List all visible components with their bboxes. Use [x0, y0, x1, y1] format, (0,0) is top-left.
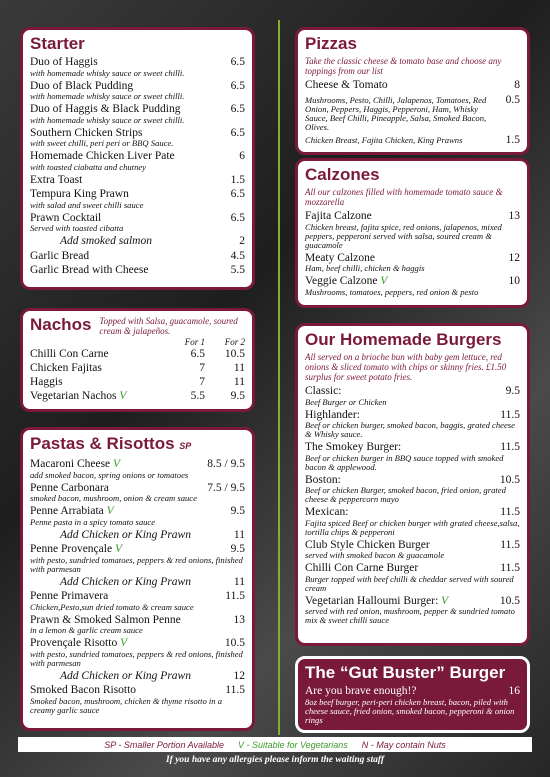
menu-item — [305, 134, 520, 147]
menu-item-desc: with pesto, sundried tomatoes, peppers & red onions, finished with parmesan — [30, 648, 243, 668]
calzones-panel — [295, 158, 530, 308]
menu-item-desc: with pesto, sundried tomatoes, peppers & red onions, finished with parmesan — [30, 554, 243, 574]
legend-veg: V - Suitable for Vegetarians — [237, 739, 348, 750]
menu-item-desc: smoked bacon, mushroom, onion & cream sauce — [30, 493, 197, 503]
menu-item-name-text: Vegetarian Halloumi Burger: — [305, 594, 439, 607]
burgers-title: Our Homemade Burgers — [305, 330, 502, 349]
menu-item — [305, 94, 520, 132]
veg-marker: V — [106, 505, 114, 517]
menu-item — [305, 252, 520, 274]
column-divider — [278, 20, 280, 735]
menu-item-price: 2 — [239, 235, 245, 247]
menu-item-name-text: Duo of Black Pudding — [30, 79, 134, 92]
menu-item-price: 11.5 — [500, 562, 520, 574]
menu-item-name — [30, 576, 191, 589]
menu-item-price: 7.5 / 9.5 — [207, 481, 245, 494]
menu-item-row — [30, 150, 245, 163]
menu-item — [30, 543, 245, 574]
menu-item-price: 6.5 — [230, 211, 245, 224]
menu-item-price: 13 — [233, 613, 245, 626]
gutbuster-title: The “Gut Buster” Burger — [305, 663, 506, 682]
nachos-title: Nachos — [30, 315, 92, 334]
nachos-price-for1: 7 — [199, 376, 205, 388]
nachos-col-for1: For 1 — [184, 337, 205, 347]
menu-item — [305, 539, 520, 561]
menu-item-row — [30, 590, 245, 603]
menu-item-row — [30, 56, 245, 69]
menu-item-desc: Mushrooms, Pesto, Chilli, Jalapenos, Tomatoes, Red Onion, Peppers, Haggis, Pepperoni, Ham, Whisky Sauce, Beef Chilli, Pineapple, Salsa, Smoked Bacon, Olives. — [305, 94, 487, 132]
menu-item-name-text: Add Chicken or King Prawn — [60, 669, 191, 682]
menu-item-name — [30, 150, 175, 163]
menu-item-price: 11 — [233, 528, 245, 541]
veg-marker: V — [380, 275, 388, 287]
menu-item-row — [305, 506, 520, 519]
menu-item-row — [305, 210, 520, 223]
menu-item-name-text: Duo of Haggis & Black Pudding — [30, 103, 181, 115]
menu-item — [30, 505, 245, 527]
menu-item-desc: with homemade whisky sauce or sweet chilli. — [30, 91, 185, 101]
menu-item-desc: Ham, beef chilli, chicken & haggis — [305, 263, 425, 273]
menu-item-row — [30, 529, 245, 542]
menu-item-name-text: Penne Provençale — [30, 543, 113, 555]
menu-item — [305, 506, 520, 537]
allergy-notice: If you have any allergies please inform the waiting staff — [165, 755, 385, 765]
menu-item-name-text: Club Style Chicken Burger — [305, 538, 430, 551]
menu-item — [305, 562, 520, 593]
menu-item-desc: with homemade whisky sauce or sweet chilli. — [30, 67, 185, 78]
menu-item-row — [30, 264, 245, 277]
menu-item-row — [30, 637, 245, 650]
gutbuster-tagline: Are you brave enough!? — [305, 685, 417, 697]
gutbuster-row — [305, 685, 520, 698]
menu-item — [30, 482, 245, 504]
menu-item-name-text: Chilli Con Carne Burger — [305, 562, 419, 574]
menu-item-price: 13 — [508, 210, 520, 222]
pastas-panel — [20, 427, 255, 731]
menu-item-price: 10.5 — [499, 594, 520, 607]
menu-item-name-text: Classic: — [305, 385, 342, 397]
menu-item-desc: Chicken breast, fajita spice, red onions, jalapenos, mixed peppers, pepperoni served with salsa, soured cream & guacamole — [305, 221, 502, 250]
menu-item-row — [30, 174, 245, 187]
menu-item-desc: Chicken Breast, Fajita Chicken, King Prawns — [305, 134, 463, 145]
menu-item — [30, 127, 245, 149]
nachos-name-text: Chicken Fajitas — [30, 362, 102, 374]
menu-item — [30, 212, 245, 234]
menu-item-price: 6.5 — [230, 126, 245, 139]
veg-marker: V — [113, 458, 121, 470]
burgers-intro: All served on a brioche bun with baby gem lettuce, red onions & sliced tomato with chips or skinny fries. £1.50 surplus for sweet potato fries. — [305, 352, 507, 382]
menu-item-row — [30, 188, 245, 201]
menu-item-name-text: Smoked Bacon Risotto — [30, 684, 137, 696]
pizzas-panel — [295, 27, 530, 155]
menu-item-name — [305, 275, 387, 288]
legend-bar — [18, 737, 532, 752]
menu-item-row — [30, 458, 245, 471]
menu-item — [305, 441, 520, 472]
menu-item-price: 1.5 — [230, 173, 245, 186]
menu-item-price: 6.5 — [230, 188, 245, 200]
menu-item-name — [30, 56, 98, 69]
veg-marker: V — [441, 594, 449, 607]
nachos-col-for2: For 2 — [224, 337, 245, 347]
menu-item-price: 10 — [508, 275, 520, 287]
burgers-panel — [295, 323, 530, 646]
menu-item-name — [305, 562, 418, 575]
gutbuster-panel — [295, 656, 530, 733]
menu-item-name — [30, 250, 89, 263]
menu-item-name — [305, 210, 372, 223]
nachos-price-for2: 11 — [233, 362, 245, 374]
menu-item-name-text: Duo of Haggis — [30, 56, 98, 68]
nachos-price-for2: 11 — [233, 376, 245, 388]
menu-item — [30, 235, 245, 248]
nachos-name — [30, 375, 165, 389]
menu-item-name — [30, 264, 148, 277]
menu-item-desc: with homemade whisky sauce or sweet chilli. — [30, 114, 185, 125]
menu-item-price: 11.5 — [500, 506, 520, 518]
menu-item-row — [30, 670, 245, 683]
menu-item-desc: with sweet chilli, peri peri or BBQ Sauce. — [30, 138, 174, 148]
menu-item-price: 11.5 — [500, 441, 520, 453]
veg-marker: V — [119, 390, 127, 402]
menu-item — [30, 590, 245, 612]
menu-item-desc: Smoked bacon, mushroom, chicken & thyme risotto in a creamy garlic sauce — [30, 695, 223, 715]
menu-item-price: 11.5 — [225, 684, 245, 696]
menu-item-name-text: Fajita Calzone — [305, 210, 372, 222]
menu-item-price: 11.5 — [225, 590, 245, 602]
menu-item-name — [305, 385, 341, 398]
nachos-header — [30, 315, 245, 337]
menu-item — [30, 150, 245, 172]
menu-item-price: 9.5 — [230, 543, 245, 555]
gutbuster-desc: 8oz beef burger, peri-peri chicken breast, bacon, piled with cheese sauce, fried onion, smoked bacon, pepperoni & onion rings — [305, 696, 515, 725]
nachos-panel — [20, 308, 255, 412]
nachos-note: Topped with Salsa, guacamole, soured cream & jalapeños. — [99, 316, 238, 336]
menu-item — [305, 595, 520, 626]
nachos-row — [30, 375, 245, 389]
menu-item-desc: served with red onion, mushroom, pepper & sundried tomato mix & sweet chilli sauce — [305, 606, 515, 625]
menu-item-name-text: Add Chicken or King Prawn — [60, 528, 191, 541]
pastas-sp-badge: SP — [179, 441, 192, 451]
menu-item-name-text: Penne Arrabiata — [30, 505, 104, 517]
menu-item-price: 4.5 — [230, 249, 245, 262]
menu-item-desc: Penne pasta in a spicy tomato sauce — [30, 516, 156, 527]
menu-item-price: 6.5 — [230, 79, 245, 92]
menu-item — [30, 174, 245, 187]
menu-item-name-text: Prawn & Smoked Salmon Penne — [30, 613, 181, 626]
menu-item-row — [305, 134, 520, 147]
menu-item-name — [30, 235, 152, 248]
menu-item-desc: Beef Burger or Chicken — [305, 396, 387, 407]
pastas-title-text: Pastas & Risottos — [30, 434, 175, 453]
menu-item-name-text: Cheese & Tomato — [305, 79, 388, 91]
nachos-price-for1: 7 — [199, 362, 205, 374]
menu-item-name-text: Extra Toast — [30, 173, 83, 186]
pizzas-title: Pizzas — [305, 34, 357, 53]
pastas-list — [30, 458, 245, 715]
menu-item-name-text: Penne Carbonara — [30, 481, 109, 494]
nachos-name — [30, 347, 165, 361]
menu-item — [305, 385, 520, 407]
nachos-name-text: Haggis — [30, 376, 63, 388]
nachos-price-for2: 10.5 — [224, 348, 245, 360]
menu-item-name — [305, 79, 388, 92]
menu-item-row — [30, 576, 245, 589]
calzones-intro: All our calzones filled with homemade tomato sauce & mozzarella — [305, 187, 503, 207]
nachos-row — [30, 347, 245, 361]
menu-item — [305, 474, 520, 505]
menu-item — [305, 275, 520, 297]
menu-item-name — [30, 637, 127, 650]
menu-item — [305, 210, 520, 250]
menu-item-desc: with toasted ciabatta and chutney — [30, 161, 146, 172]
menu-item — [305, 79, 520, 92]
menu-item — [30, 576, 245, 589]
menu-item-name-text: Penne Primavera — [30, 590, 109, 602]
starter-panel — [20, 27, 255, 290]
menu-item-price: 5.5 — [230, 264, 245, 276]
menu-item — [30, 684, 245, 715]
menu-item — [30, 56, 245, 78]
menu-item-desc: served with smoked bacon & guacamole — [305, 550, 445, 560]
burgers-list — [305, 385, 520, 625]
menu-item-price: 6.5 — [230, 103, 245, 115]
menu-item-row — [30, 103, 245, 116]
menu-item-price: 8.5 / 9.5 — [207, 458, 245, 470]
menu-item-row — [305, 94, 520, 132]
menu-item-name-text: Boston: — [305, 473, 341, 486]
nachos-price-for1: 5.5 — [190, 390, 205, 402]
menu-item — [30, 670, 245, 683]
nachos-row — [30, 361, 245, 375]
menu-item-desc: Fajita spiced Beef or chicken burger with grated cheese,salsa, tortilla chips & pepperoni — [305, 517, 520, 537]
menu-item-price: 9.5 — [230, 505, 245, 517]
starter-list — [30, 56, 245, 277]
menu-item-row — [305, 79, 520, 92]
menu-item-price: 11.5 — [500, 408, 520, 421]
menu-item-name — [30, 543, 122, 556]
menu-item-desc: in a lemon & garlic cream sauce — [30, 625, 143, 635]
starter-title: Starter — [30, 34, 85, 53]
menu-item-row — [30, 505, 245, 518]
menu-item-desc: Beef or chicken burger, smoked bacon, baggis, grated cheese & Whisky sauce. — [305, 420, 515, 439]
menu-item-desc: Chicken,Pesto,sun dried tomato & cream sauce — [30, 601, 194, 612]
menu-item-name-text: Veggie Calzone — [305, 275, 378, 287]
menu-item — [30, 458, 245, 480]
menu-item-price: 9.5 — [505, 385, 520, 397]
veg-marker: V — [114, 543, 122, 555]
menu-item-name-text: Prawn Cocktail — [30, 211, 102, 224]
menu-item-desc: with salad and sweet chilli sauce — [30, 199, 144, 210]
menu-item — [305, 409, 520, 440]
menu-item — [30, 264, 245, 277]
menu-item-price: 12 — [508, 251, 520, 264]
menu-item-desc: Beef or chicken burger in BBQ sauce topped with smoked bacon & applewood. — [305, 452, 504, 472]
menu-item-row — [30, 684, 245, 697]
menu-item-price: 8 — [514, 79, 520, 91]
menu-item-name-text: Garlic Bread with Cheese — [30, 264, 149, 276]
menu-item — [30, 80, 245, 102]
nachos-row — [30, 389, 245, 403]
menu-item-row — [305, 275, 520, 288]
menu-item-name — [305, 506, 348, 519]
menu-item-name-text: Add Chicken or King Prawn — [60, 575, 191, 588]
nachos-list — [30, 347, 245, 403]
menu-item-desc: Beef or chicken Burger, smoked bacon, fried onion, grated cheese & peppercorn mayo — [305, 485, 506, 504]
nachos-name-text: Vegetarian Nachos — [30, 390, 117, 402]
pizzas-intro: Take the classic cheese & tomato base and choose any toppings from our list — [305, 56, 502, 76]
menu-item-name — [30, 458, 120, 471]
menu-item-row — [30, 543, 245, 556]
veg-marker: V — [120, 637, 128, 649]
menu-item — [30, 614, 245, 636]
gutbuster-price: 16 — [508, 685, 520, 697]
calzones-list — [305, 210, 520, 297]
menu-item-name-text: Highlander: — [305, 408, 360, 421]
nachos-price-for2: 9.5 — [230, 390, 245, 402]
menu-item-name — [30, 670, 191, 683]
menu-item-desc: add smoked bacon, spring onions or tomatoes — [30, 469, 189, 480]
menu-item-name-text: Add smoked salmon — [60, 235, 152, 247]
nachos-name — [30, 389, 165, 403]
menu-item-name — [30, 174, 82, 187]
menu-item-name — [30, 590, 108, 603]
menu-item-name — [30, 684, 136, 697]
menu-item-name-text: Provençale Risotto — [30, 637, 118, 649]
menu-item-name-text: Macaroni Cheese — [30, 458, 111, 470]
menu-item-desc: Served with toasted cibatta — [30, 223, 124, 233]
menu-item-name — [30, 529, 191, 542]
menu-item-row — [305, 441, 520, 454]
menu-item-name — [305, 441, 401, 454]
menu-item-price: 1.5 — [505, 133, 520, 146]
pizzas-list — [305, 79, 520, 146]
menu-item-row — [305, 562, 520, 575]
menu-item-price: 11.5 — [500, 538, 520, 551]
calzones-title: Calzones — [305, 165, 380, 184]
menu-item-price: 12 — [233, 669, 245, 682]
menu-item-row — [30, 235, 245, 248]
menu-item-price: 11 — [233, 575, 245, 588]
menu-item-name-text: The Smokey Burger: — [305, 441, 402, 453]
menu-item-row — [30, 250, 245, 263]
menu-item-price: 0.5 — [505, 93, 520, 106]
menu-item-name-text: Garlic Bread — [30, 249, 90, 262]
menu-item — [30, 529, 245, 542]
menu-item-name-text: Meaty Calzone — [305, 251, 375, 264]
menu-item-price: 10.5 — [224, 637, 245, 649]
menu-item-row — [305, 385, 520, 398]
menu-item-price: 6.5 — [230, 56, 245, 68]
menu-item-name-text: Tempura King Prawn — [30, 188, 129, 200]
nachos-name — [30, 361, 165, 375]
menu-item-price: 6 — [239, 150, 245, 162]
menu-item-price: 10.5 — [499, 473, 520, 486]
menu-item — [30, 103, 245, 125]
menu-item-name — [30, 103, 180, 116]
legend-sp: SP - Smaller Portion Available — [104, 739, 224, 750]
menu-item-name-text: Homemade Chicken Liver Pate — [30, 150, 175, 162]
nachos-price-for1: 6.5 — [190, 348, 205, 360]
menu-item-desc: Burger topped with beef chilli & cheddar served with soured cream — [305, 573, 514, 593]
menu-item — [30, 188, 245, 210]
menu-item — [30, 250, 245, 263]
menu-item-name-text: Southern Chicken Strips — [30, 126, 143, 139]
legend-nuts: N - May contain Nuts — [361, 739, 446, 750]
menu-item-name — [30, 188, 129, 201]
menu-item — [30, 637, 245, 668]
menu-item-desc: Mushrooms, tomatoes, peppers, red onion & pesto — [305, 286, 479, 297]
menu-item-name-text: Mexican: — [305, 506, 349, 518]
pastas-title — [30, 434, 245, 456]
nachos-name-text: Chilli Con Carne — [30, 348, 109, 360]
nachos-columns — [30, 337, 245, 347]
menu-item-name — [30, 505, 114, 518]
